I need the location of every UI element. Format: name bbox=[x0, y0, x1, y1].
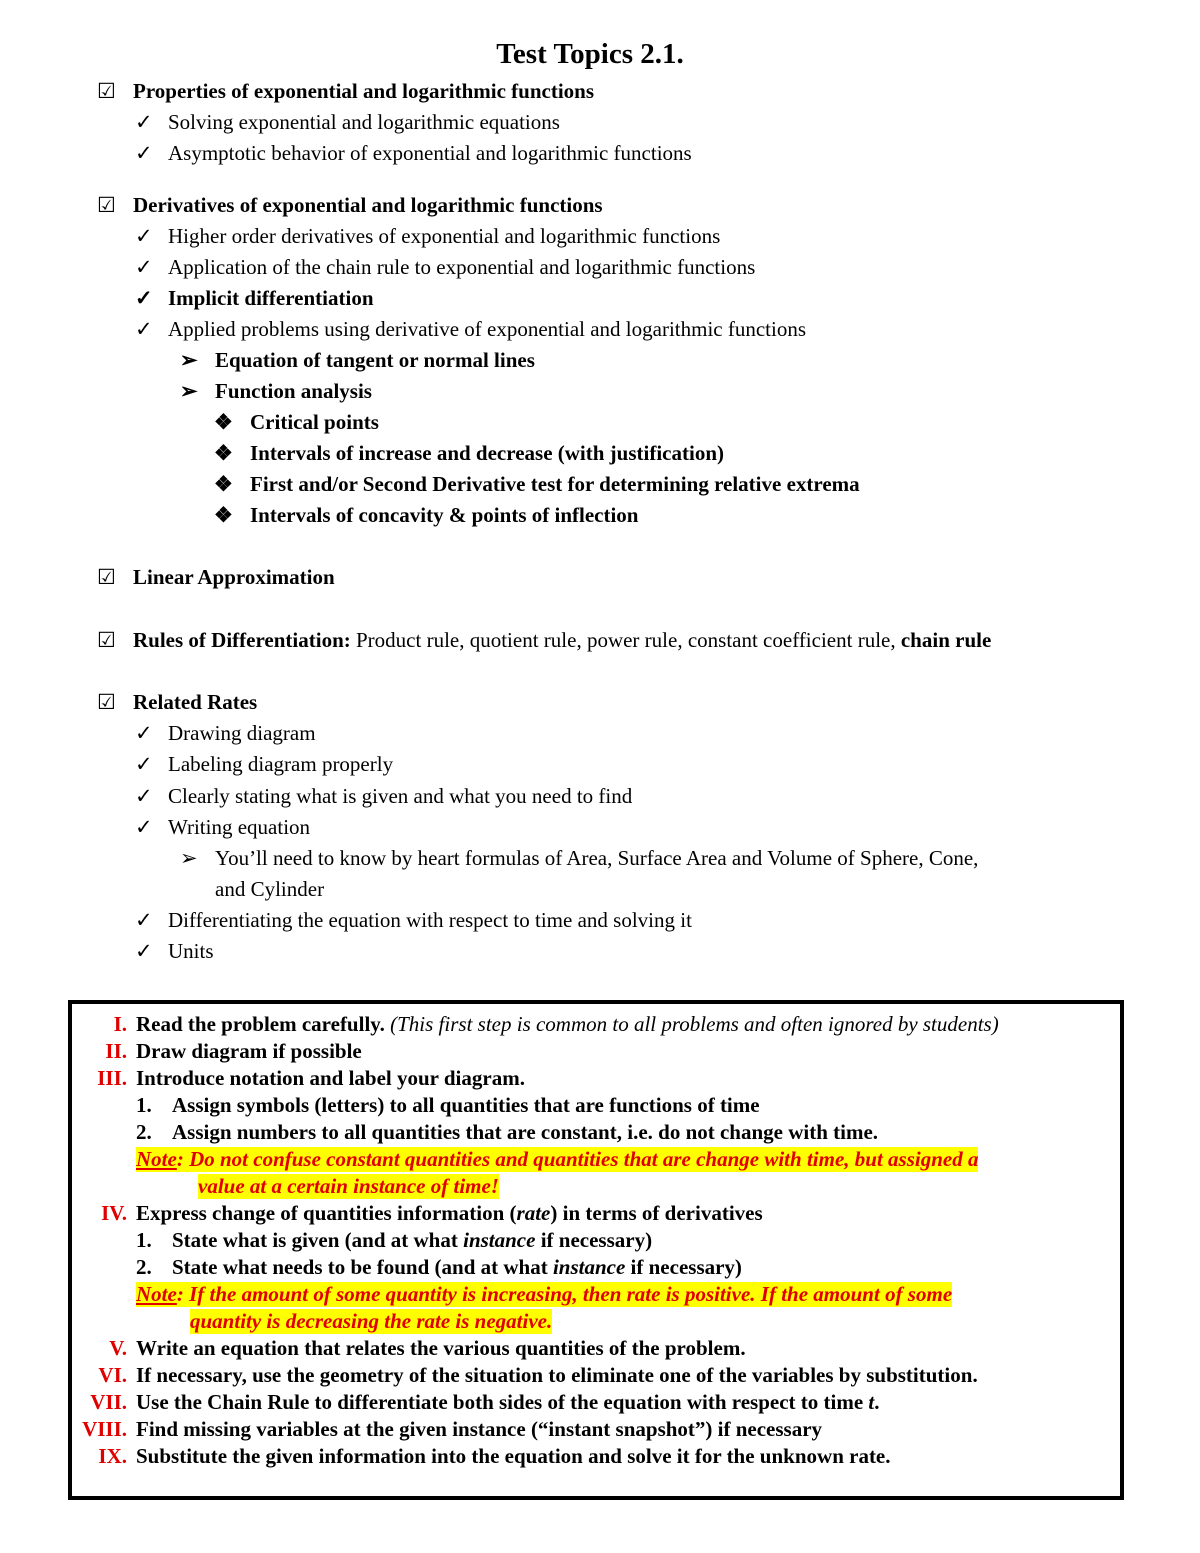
checkmark-icon: ✓ bbox=[135, 317, 153, 341]
checkmark-icon: ✓ bbox=[135, 110, 153, 134]
step-number: II. bbox=[105, 1039, 127, 1063]
list-item: ✓ Drawing diagram bbox=[135, 721, 316, 745]
topic-heading: Derivatives of exponential and logarithmic functions bbox=[133, 193, 603, 217]
checkbox-checked-icon: ☑ bbox=[97, 193, 116, 217]
topic-heading: Related Rates bbox=[133, 690, 258, 714]
topic-properties bbox=[97, 79, 594, 104]
list-item: ✓ Solving exponential and logarithmic equations bbox=[135, 110, 560, 134]
topic-heading: Linear Approximation bbox=[133, 565, 335, 589]
diamond-bullet-icon: ❖ bbox=[214, 472, 233, 496]
checkmark-icon: ✓ bbox=[135, 784, 153, 808]
checkmark-icon: ✓ bbox=[135, 939, 153, 963]
list-item: ✓ Labeling diagram properly bbox=[135, 752, 394, 776]
arrowhead-icon: ➢ bbox=[180, 379, 198, 403]
step-number: VII. bbox=[90, 1390, 127, 1414]
list-item: ✓ Differentiating the equation with respect to time and solving it bbox=[135, 908, 692, 932]
checkbox-checked-icon: ☑ bbox=[97, 565, 116, 589]
step-number: IX. bbox=[98, 1444, 127, 1468]
step-number: V. bbox=[109, 1336, 127, 1360]
topic-linear-approximation bbox=[97, 565, 335, 590]
list-item: ✓ Asymptotic behavior of exponential and logarithmic functions bbox=[135, 141, 692, 165]
list-item: ✓ Applied problems using derivative of exponential and logarithmic functions bbox=[135, 317, 807, 341]
list-item-continuation: and Cylinder bbox=[215, 877, 325, 901]
steps-box: I. Read the problem carefully. (This first step is common to all problems and often ignored by students) II. Draw diagram if possible III. Introduce notation and label your diagram. 1. Assign symbols (letters) to all quantities that are functions of time 2. Assign numbers to all quantities that are constant, i.e. do not change with time. Note: Do not confuse constant quantities and quantities that are change with time, but assigned a value at a certain instance of time! IV. Express change of quantities information (rate) in terms of derivatives 1. State what is given (and at what instance if necessary) 2. State what needs to be found (and at what instance if necessary) Note: If the amount of some quantity is increasing, then rate is positive. If the amount of some quantity is decreasing the rate is negative. V. Write an equation that relates the various quantities of the problem. VI. If necessary, use the geometry of the situation to eliminate one of the variables by substitution. VII. Use the Chain Rule to differentiate both sides of the equation with respect to time t. VIII. Find missing variables at the given instance (“instant snapshot”) if necessary IX. Substitute the given information into the equation and solve it for the unknown rate. bbox=[68, 1000, 1124, 1500]
step-number: IV. bbox=[101, 1201, 127, 1225]
list-item: ❖ Critical points bbox=[214, 410, 379, 434]
checkmark-icon: ✓ bbox=[135, 908, 153, 932]
checkmark-icon: ✓ bbox=[135, 815, 153, 839]
list-item: ❖ Intervals of increase and decrease (with justification) bbox=[214, 441, 724, 465]
step-number: I. bbox=[113, 1012, 127, 1036]
topic-related-rates bbox=[97, 690, 257, 715]
checkbox-checked-icon: ☑ bbox=[97, 79, 116, 103]
step-number: VI. bbox=[98, 1363, 127, 1387]
list-item: ✓ Higher order derivatives of exponential and logarithmic functions bbox=[135, 224, 721, 248]
checkmark-icon: ✓ bbox=[135, 721, 153, 745]
diamond-bullet-icon: ❖ bbox=[214, 441, 233, 465]
list-item: ✓ Units bbox=[135, 939, 214, 963]
diamond-bullet-icon: ❖ bbox=[214, 503, 233, 527]
step-3-note-cont: value at a certain instance of time! bbox=[198, 1174, 499, 1198]
diamond-bullet-icon: ❖ bbox=[214, 410, 233, 434]
list-item: ❖ Intervals of concavity & points of inflection bbox=[214, 503, 639, 527]
list-item: ❖ First and/or Second Derivative test for determining relative extrema bbox=[214, 472, 860, 496]
list-item: ✓ Application of the chain rule to exponential and logarithmic functions bbox=[135, 255, 756, 279]
step-number: VIII. bbox=[82, 1417, 127, 1441]
arrowhead-icon: ➢ bbox=[180, 348, 198, 372]
list-item: ➢ Function analysis bbox=[180, 379, 372, 403]
list-item: ✓ Writing equation bbox=[135, 815, 311, 839]
checkmark-icon: ✓ bbox=[135, 141, 153, 165]
page-title: Test Topics 2.1. bbox=[496, 38, 684, 70]
topic-heading: Rules of Differentiation: bbox=[133, 628, 351, 652]
checkmark-icon: ✓ bbox=[135, 224, 153, 248]
list-item: ✓ Clearly stating what is given and what you need to find bbox=[135, 784, 633, 808]
topic-heading: Properties of exponential and logarithmic functions bbox=[133, 79, 595, 103]
checkbox-checked-icon: ☑ bbox=[97, 690, 116, 714]
checkmark-icon: ✓ bbox=[135, 752, 153, 776]
list-item: ➢ Equation of tangent or normal lines bbox=[180, 348, 535, 372]
list-item: ✓ Implicit differentiation bbox=[135, 286, 374, 310]
checkmark-icon: ✓ bbox=[135, 286, 153, 310]
arrowhead-icon: ➢ bbox=[180, 846, 198, 870]
step-4-note-cont: quantity is decreasing the rate is negative. bbox=[190, 1309, 553, 1333]
checkbox-checked-icon: ☑ bbox=[97, 628, 116, 652]
list-item: ➢ You’ll need to know by heart formulas of Area, Surface Area and Volume of Sphere, Cone, bbox=[180, 846, 979, 870]
checkmark-icon: ✓ bbox=[135, 255, 153, 279]
step-number: III. bbox=[97, 1066, 127, 1090]
topic-rules: ☑ Rules of Differentiation: Product rule, quotient rule, power rule, constant coefficient rule, chain rule bbox=[97, 628, 992, 652]
topic-derivatives bbox=[97, 193, 603, 218]
